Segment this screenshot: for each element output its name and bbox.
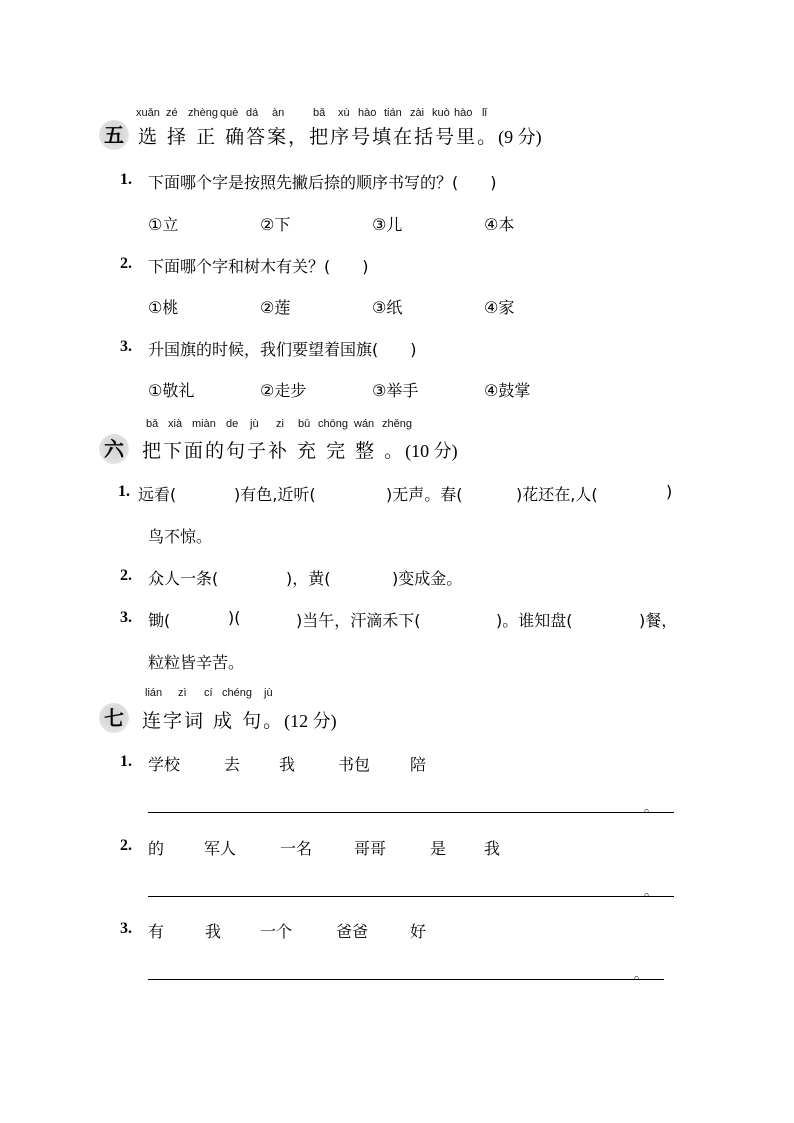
question-text: 下面哪个字是按照先撇后捺的顺序书写的？( ) — [148, 173, 497, 192]
word-tile: 一名 — [280, 839, 313, 858]
section-score: (9 分) — [498, 127, 542, 147]
answer-line — [148, 979, 664, 980]
blank-text: )花还在,人( — [516, 485, 598, 504]
option: ③儿 — [372, 215, 403, 234]
question-number: 1. — [120, 171, 132, 188]
pinyin-syllable: bǎ — [313, 107, 326, 119]
question-number: 2. — [120, 837, 132, 854]
blank-text: ) — [666, 482, 673, 501]
word-tile: 一个 — [260, 922, 293, 941]
pinyin-syllable: hào — [454, 107, 473, 119]
option: ①敬礼 — [148, 381, 195, 400]
option: ③纸 — [372, 298, 403, 317]
pinyin-syllable: lǐ — [482, 107, 487, 119]
sentence-period: 。 — [634, 967, 648, 983]
word-tile: 学校 — [148, 755, 181, 774]
pinyin-syllable: xuǎn — [136, 107, 160, 119]
question-number: 3. — [120, 920, 132, 937]
blank-text: 粒粒皆辛苦。 — [148, 653, 245, 672]
word-tile: 有 — [148, 922, 165, 941]
pinyin-syllable: chōng — [318, 418, 348, 430]
section-title — [142, 706, 337, 733]
section-title-text: 选 择 正 确答案，把序号填在括号里。 — [138, 126, 499, 148]
pinyin-syllable: zé — [166, 107, 178, 119]
option: ①立 — [148, 215, 179, 234]
section-title-text: 把下面的句子补 充 完 整 。 — [142, 440, 406, 462]
blank-text: )。谁知盘( — [496, 611, 573, 630]
pinyin-syllable: bǎ — [146, 418, 159, 430]
answer-line — [148, 812, 674, 813]
option: ③举手 — [372, 381, 419, 400]
word-tile: 是 — [430, 839, 447, 858]
section-title-text: 连字词 成 句。 — [142, 710, 285, 732]
pinyin-syllable: chéng — [222, 687, 252, 699]
pinyin-syllable: zì — [178, 687, 187, 699]
blank-text: )，黄( — [286, 569, 331, 588]
pinyin-syllable: wán — [354, 418, 375, 430]
pinyin-syllable: zhèng — [188, 107, 218, 119]
pinyin-syllable: de — [226, 418, 239, 430]
option: ②莲 — [260, 298, 291, 317]
word-tile: 爸爸 — [336, 922, 369, 941]
pinyin-syllable: miàn — [192, 418, 216, 430]
section-number-badge: 六 — [99, 434, 129, 464]
word-tile: 去 — [224, 755, 241, 774]
pinyin-syllable: què — [220, 107, 239, 119]
sentence-period: 。 — [644, 800, 658, 816]
pinyin-syllable: zhěng — [382, 418, 412, 430]
pinyin-syllable: cí — [204, 687, 213, 699]
word-tile: 陪 — [410, 755, 427, 774]
question-number: 1. — [120, 753, 132, 770]
sentence-period: 。 — [644, 884, 658, 900]
question-number: 2. — [120, 567, 132, 584]
pinyin-syllable: jù — [264, 687, 273, 699]
word-tile: 书包 — [338, 755, 371, 774]
question-number: 2. — [120, 255, 132, 272]
section-score: (12 分) — [284, 711, 337, 731]
pinyin-syllable: jù — [250, 418, 259, 430]
blank-text: )无声。春( — [386, 485, 463, 504]
pinyin-syllable: tián — [384, 107, 402, 119]
section-title — [142, 436, 458, 463]
pinyin-syllable: zài — [410, 107, 425, 119]
blank-text: 鸟不惊。 — [148, 527, 213, 546]
blank-text: )( — [228, 608, 241, 627]
pinyin-syllable: bǔ — [298, 418, 311, 430]
word-tile: 军人 — [204, 839, 237, 858]
option: ④家 — [484, 298, 515, 317]
pinyin-syllable: xù — [338, 107, 350, 119]
option: ①桃 — [148, 298, 179, 317]
question-text: 下面哪个字和树木有关？( ) — [148, 257, 369, 276]
pinyin-syllable: lián — [145, 687, 163, 699]
word-tile: 我 — [205, 922, 222, 941]
question-number: 3. — [120, 338, 132, 355]
question-number: 3. — [120, 609, 132, 626]
section-number-badge: 五 — [99, 120, 129, 150]
section-title — [138, 122, 542, 149]
section-score: (10 分) — [405, 441, 458, 461]
pinyin-syllable: xià — [168, 418, 183, 430]
word-tile: 哥哥 — [354, 839, 387, 858]
option: ②走步 — [260, 381, 307, 400]
option: ④鼓掌 — [484, 381, 531, 400]
blank-text: )有色,近听( — [234, 485, 316, 504]
blank-text: )当午，汗滴禾下( — [296, 611, 421, 630]
blank-text: )餐， — [639, 611, 678, 630]
blank-text: )变成金。 — [392, 569, 463, 588]
word-tile: 我 — [279, 755, 296, 774]
question-number: 1. — [118, 483, 130, 500]
pinyin-syllable: dá — [246, 107, 259, 119]
blank-text: 锄( — [148, 611, 171, 630]
section-number-badge: 七 — [99, 703, 129, 733]
word-tile: 的 — [148, 839, 165, 858]
option: ②下 — [260, 215, 291, 234]
pinyin-syllable: zi — [276, 418, 284, 430]
word-tile: 好 — [410, 922, 427, 941]
pinyin-syllable: hào — [358, 107, 377, 119]
question-text: 升国旗的时候，我们要望着国旗( ) — [148, 340, 417, 359]
blank-text: 远看( — [138, 485, 177, 504]
blank-text: 众人一条( — [148, 569, 219, 588]
pinyin-syllable: àn — [272, 107, 285, 119]
answer-line — [148, 896, 674, 897]
word-tile: 我 — [484, 839, 501, 858]
option: ④本 — [484, 215, 515, 234]
pinyin-syllable: kuò — [432, 107, 450, 119]
